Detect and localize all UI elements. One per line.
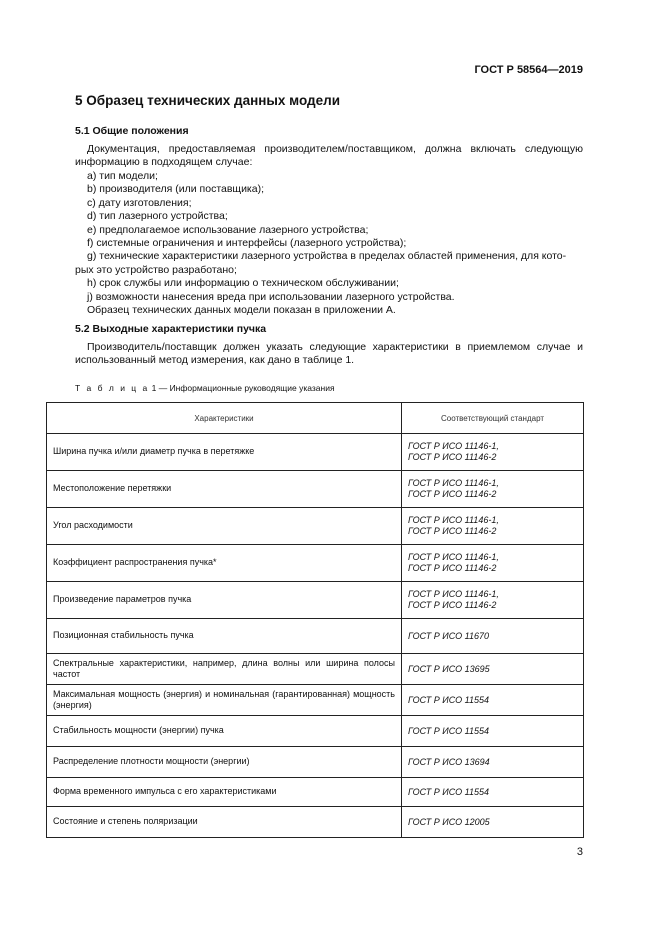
table-row [47, 545, 584, 582]
table-caption [75, 383, 335, 393]
list-item: c) дату изготовления; [87, 196, 192, 209]
characteristic-cell: Угол расходимости [47, 508, 402, 545]
standard-cell: ГОСТ Р ИСО 13695 [402, 654, 584, 685]
standard-cell: ГОСТ Р ИСО 11554 [402, 716, 584, 747]
column-header-characteristics: Характеристики [47, 403, 402, 434]
standard-cell: ГОСТ Р ИСО 12005 [402, 807, 584, 838]
characteristic-cell: Состояние и степень поляризации [47, 807, 402, 838]
characteristic-cell: Спектральные характеристики, например, длина волны или ширина полосы частот [47, 654, 402, 685]
subsection-title-general: 5.1 Общие положения [75, 125, 189, 137]
characteristic-cell: Местоположение перетяжки [47, 471, 402, 508]
guidance-table [46, 402, 584, 838]
beam-output-paragraph [75, 341, 583, 368]
table-row [47, 685, 584, 716]
standard-cell: ГОСТ Р ИСО 11146-1, ГОСТ Р ИСО 11146-2 [402, 508, 584, 545]
document-code-header: ГОСТ Р 58564—2019 [474, 64, 583, 76]
table-header-row [47, 403, 584, 434]
table-row [47, 807, 584, 838]
characteristic-cell: Максимальная мощность (энергия) и номинальная (гарантированная) мощность (энергия) [47, 685, 402, 716]
list-item: e) предполагаемое использование лазерного устройства; [87, 223, 369, 236]
list-item: h) срок службы или информацию о техническом обслуживании; [87, 277, 399, 290]
table-row [47, 471, 584, 508]
section-title: 5 Образец технических данных модели [75, 93, 341, 108]
standard-cell: ГОСТ Р ИСО 11554 [402, 685, 584, 716]
table-row [47, 434, 584, 471]
list-item: g) технические характеристики лазерного устройства в пределах областей применения, для кото- [87, 250, 567, 263]
page-number: 3 [576, 846, 583, 858]
table-row [47, 778, 584, 807]
table-row [47, 747, 584, 778]
list-item: j) возможности нанесения вреда при использовании лазерного устройства. [87, 290, 455, 303]
characteristic-cell: Произведение параметров пучка [47, 582, 402, 619]
characteristic-cell: Распределение плотности мощности (энергии) [47, 747, 402, 778]
table-row [47, 619, 584, 654]
table-row [47, 654, 584, 685]
table-caption-prefix: Т а б л и ц а [75, 383, 150, 393]
list-item: a) тип модели; [87, 170, 158, 182]
requirements-list [75, 170, 583, 317]
standard-cell: ГОСТ Р ИСО 11146-1, ГОСТ Р ИСО 11146-2 [402, 582, 584, 619]
intro-text: Документация, предоставляемая производителем/поставщиком, должна включать следующую информацию в подходящем случае: [75, 143, 583, 169]
standard-cell: ГОСТ Р ИСО 13694 [402, 747, 584, 778]
characteristic-cell: Стабильность мощности (энергии) пучка [47, 716, 402, 747]
list-item: f) системные ограничения и интерфейсы (лазерного устройства); [87, 237, 407, 250]
list-item: b) производителя (или поставщика); [87, 183, 265, 196]
characteristic-cell: Позиционная стабильность пучка [47, 619, 402, 654]
column-header-standard: Соответствующий стандарт [402, 403, 584, 434]
standard-cell: ГОСТ Р ИСО 11146-1, ГОСТ Р ИСО 11146-2 [402, 434, 584, 471]
table-row [47, 716, 584, 747]
list-item-continuation: рых это устройство разработано; [75, 263, 237, 276]
standard-cell: ГОСТ Р ИСО 11670 [402, 619, 584, 654]
beam-output-text: Производитель/поставщик должен указать следующие характеристики в приемлемом случае и использованный метод измерения, как дано в таблице 1. [75, 341, 583, 367]
standard-cell: ГОСТ Р ИСО 11554 [402, 778, 584, 807]
table-row [47, 582, 584, 619]
subsection-title-beam-output: 5.2 Выходные характеристики пучка [75, 323, 267, 335]
characteristic-cell: Коэффициент распространения пучка* [47, 545, 402, 582]
standard-cell: ГОСТ Р ИСО 11146-1, ГОСТ Р ИСО 11146-2 [402, 471, 584, 508]
table-row [47, 508, 584, 545]
characteristic-cell: Форма временного импульса с его характеристиками [47, 778, 402, 807]
table-caption-text: 1 — Информационные руководящие указания [149, 383, 335, 393]
characteristic-cell: Ширина пучка и/или диаметр пучка в перетяжке [47, 434, 402, 471]
list-note: Образец технических данных модели показан в приложении А. [87, 304, 396, 317]
intro-paragraph [75, 143, 583, 170]
list-item: d) тип лазерного устройства; [87, 210, 228, 223]
standard-cell: ГОСТ Р ИСО 11146-1, ГОСТ Р ИСО 11146-2 [402, 545, 584, 582]
